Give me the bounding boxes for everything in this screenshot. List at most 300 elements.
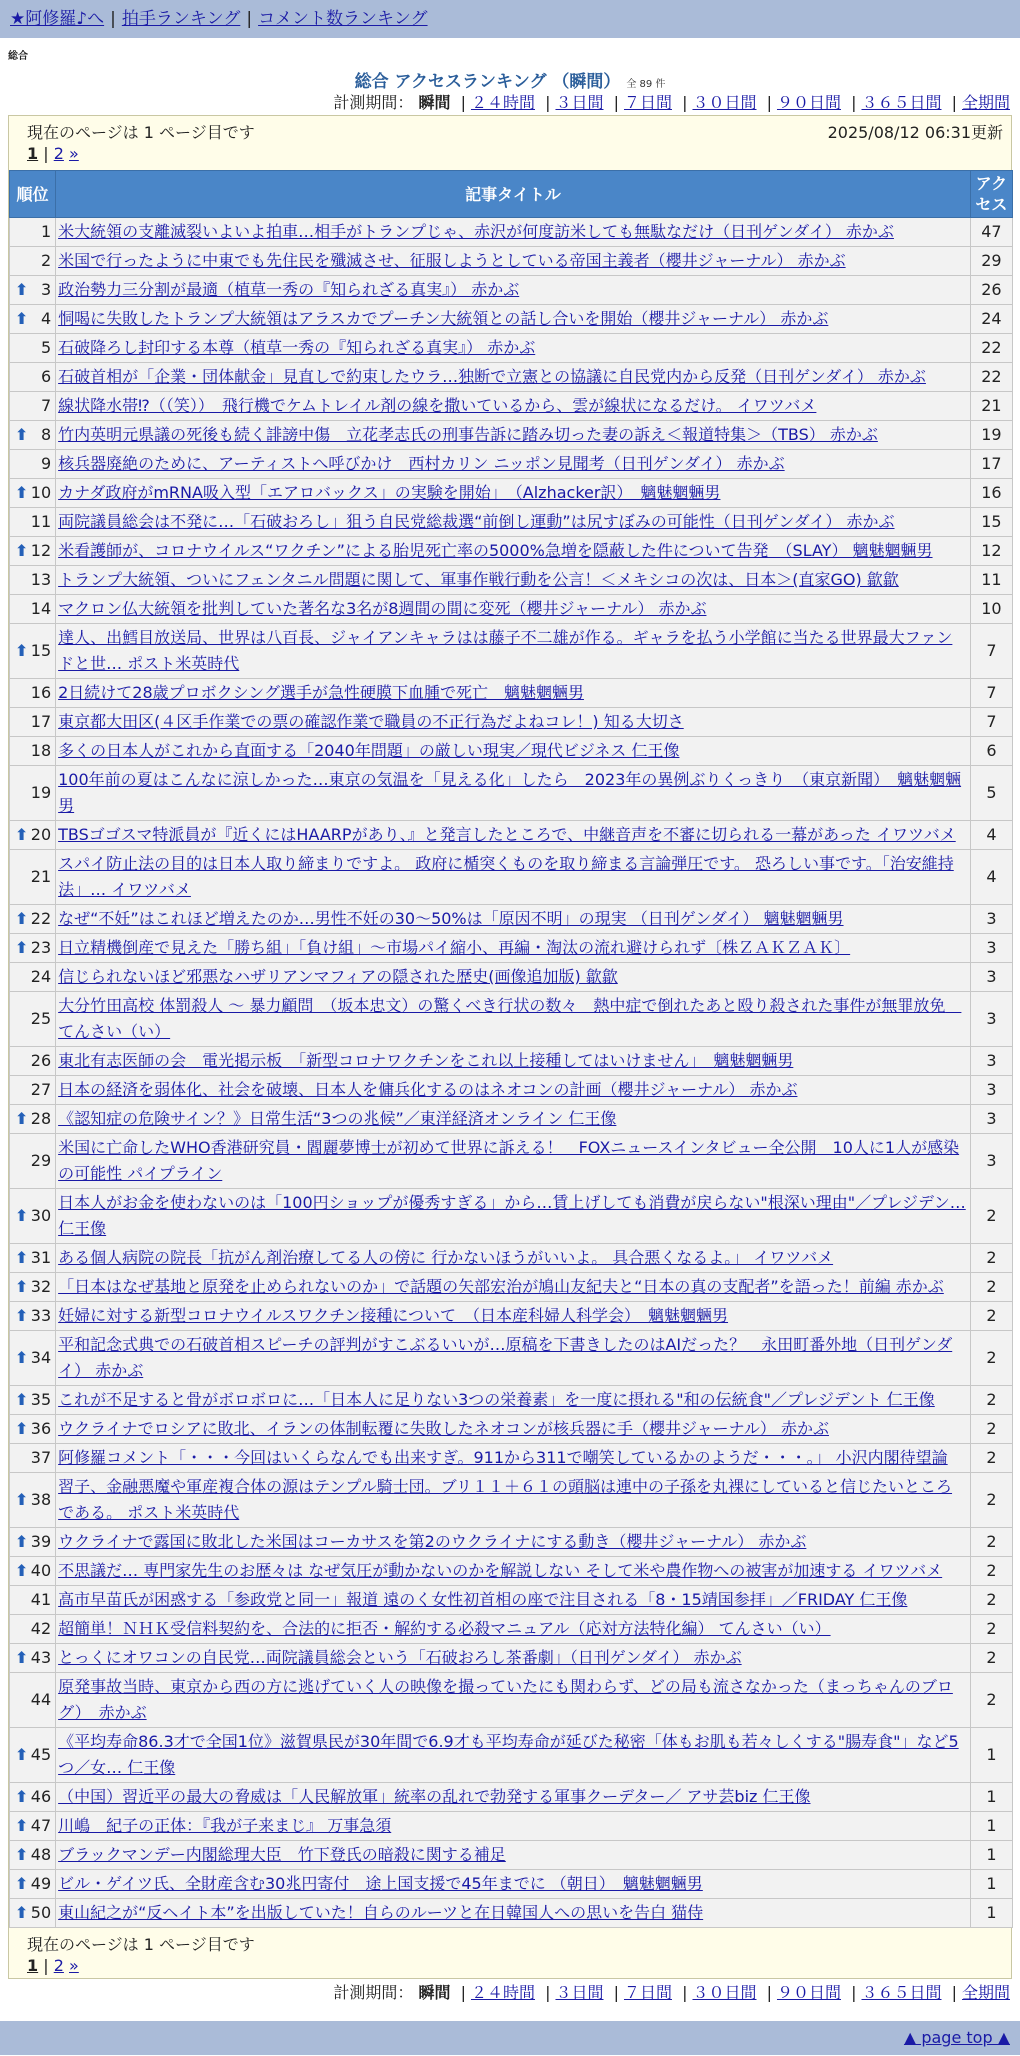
- table-row: [10, 624, 1013, 679]
- access-count: 4: [970, 850, 1012, 905]
- title-cell: [56, 450, 971, 479]
- table-row: [10, 247, 1013, 276]
- rank-number: 32: [30, 1277, 52, 1296]
- period-3d-link[interactable]: ３日間: [555, 1983, 604, 2002]
- rank-number: 1: [40, 222, 52, 241]
- article-link[interactable]: 石破降ろし封印する本尊（植草一秀の『知られざる真実』） 赤かぶ: [58, 338, 536, 357]
- title-cell: [56, 905, 971, 934]
- article-link[interactable]: 米国に亡命したWHO香港研究員・閻麗夢博士が初めて世界に訴える！ FOXニュースインタビュー全公開 10人に1人が感染の可能性 パイプライン: [58, 1138, 960, 1183]
- article-link[interactable]: ある個人病院の院長「抗がん剤治療してる人の傍に 行かないほうがいいよ。 具合悪くなるよ。」 イワツバメ: [58, 1248, 834, 1267]
- period-30d-link[interactable]: ３０日間: [692, 93, 757, 112]
- article-link[interactable]: 《認知症の危険サイン？》日常生活“3つの兆候”／東洋経済オンライン 仁王像: [58, 1109, 617, 1128]
- rank-cell: [10, 1870, 56, 1899]
- title-cell: [56, 276, 971, 305]
- rank-number: 36: [30, 1419, 52, 1438]
- article-link[interactable]: なぜ“不妊”はこれほど増えたのか…男性不妊の30～50%は「原因不明」の現実 （日刊ゲンダイ） 魑魅魍魎男: [58, 909, 844, 928]
- title-cell: [56, 934, 971, 963]
- article-link[interactable]: 恫喝に失敗したトランプ大統領はアラスカでプーチン大統領との話し合いを開始（櫻井ジャーナル） 赤かぶ: [58, 309, 829, 328]
- table-row: [10, 1473, 1013, 1528]
- page-info-bottom: [9, 1928, 1011, 1978]
- nav-separator: |: [246, 9, 253, 29]
- table-row: [10, 1076, 1013, 1105]
- table-row: [10, 1812, 1013, 1841]
- article-link[interactable]: 核兵器廃絶のために、アーティストへ呼びかけ 西村カリン ニッポン見聞考（日刊ゲンダイ） 赤かぶ: [58, 454, 785, 473]
- table-row: [10, 766, 1013, 821]
- rank-number: 10: [30, 483, 52, 502]
- article-link[interactable]: とっくにオワコンの自民党…両院議員総会という「石破おろし茶番劇」（日刊ゲンダイ） 赤かぶ: [58, 1648, 742, 1667]
- title-cell: [56, 1331, 971, 1386]
- access-count: 2: [970, 1444, 1012, 1473]
- rank-cell: [10, 737, 56, 766]
- title-cell: [56, 1673, 971, 1728]
- article-link[interactable]: 妊婦に対する新型コロナウイルスワクチン接種について （日本産科婦人科学会） 魑魅魍魎男: [58, 1306, 729, 1325]
- title-cell: [56, 850, 971, 905]
- article-link[interactable]: 不思議だ… 専門家先生のお歴々は なぜ気圧が動かないのかを解説しない そして米や農作物への被害が加速する イワツバメ: [58, 1561, 943, 1580]
- article-link[interactable]: 米国で行ったように中東でも先住民を殲滅させ、征服しようとしている帝国主義者（櫻井ジャーナル） 赤かぶ: [58, 251, 846, 270]
- page-1-current: 1: [27, 1956, 39, 1975]
- access-count: 1: [970, 1841, 1012, 1870]
- rank-number: 16: [30, 683, 52, 702]
- table-row: [10, 708, 1013, 737]
- rank-number: 41: [30, 1590, 52, 1609]
- arrow-up-icon: ⬆: [15, 309, 29, 328]
- rank-number: 39: [30, 1532, 52, 1551]
- article-link[interactable]: TBSゴゴスマ特派員が『近くにはHAARPがあり、』と発言したところで、中継音声を不審に切られる一幕があった イワツバメ: [58, 825, 956, 844]
- period-current: 瞬間: [418, 1983, 451, 2002]
- table-row: [10, 905, 1013, 934]
- title-cell: [56, 1386, 971, 1415]
- title-cell: [56, 334, 971, 363]
- rank-cell: [10, 1841, 56, 1870]
- rank-cell: [10, 450, 56, 479]
- table-row: [10, 1047, 1013, 1076]
- period-selector-bottom: 計測期間： 瞬間 | ２４時間 | ３日間 | ７日間 | ３０日間 | ９０日間 | ３６５日間 | 全期間: [333, 1983, 1010, 2002]
- rank-number: 22: [30, 909, 52, 928]
- table-row: [10, 1673, 1013, 1728]
- rank-cell: [10, 1302, 56, 1331]
- access-count: 3: [970, 1076, 1012, 1105]
- period-30d-link[interactable]: ３０日間: [692, 1983, 757, 2002]
- title-cell: [56, 1899, 971, 1928]
- article-link[interactable]: 阿修羅コメント「・・・今回はいくらなんでも出来すぎ。911から311で嘲笑しているかのようだ・・・。」 小沢内閣待望論: [58, 1448, 948, 1467]
- rank-number: 6: [40, 367, 52, 386]
- article-link[interactable]: 日立精機倒産で見えた「勝ち組」「負け組」～市場パイ縮小、再編・淘汰の流れ避けられず〔株ＺＡＫＺＡＫ〕: [58, 938, 851, 957]
- rank-number: 20: [30, 825, 52, 844]
- rank-cell: [10, 766, 56, 821]
- period-365d-link[interactable]: ３６５日間: [861, 93, 942, 112]
- table-row: [10, 992, 1013, 1047]
- access-count: 3: [970, 934, 1012, 963]
- arrow-up-icon: ⬆: [15, 1419, 29, 1438]
- access-count: 10: [970, 595, 1012, 624]
- access-count: 22: [970, 363, 1012, 392]
- table-row: [10, 1644, 1013, 1673]
- item-count: 全 89 件: [626, 79, 666, 90]
- rank-number: 37: [30, 1448, 52, 1467]
- table-row: [10, 1386, 1013, 1415]
- title-cell: [56, 1076, 971, 1105]
- access-column-header: アクセス: [970, 171, 1012, 218]
- table-row: [10, 1586, 1013, 1615]
- arrow-up-icon: ⬆: [15, 1816, 29, 1835]
- rank-cell: [10, 624, 56, 679]
- table-row: [10, 218, 1013, 247]
- access-count: 2: [970, 1586, 1012, 1615]
- rank-number: 24: [30, 967, 52, 986]
- article-link[interactable]: 《平均寿命86.3才で全国1位》滋賀県民が30年間で6.9才も平均寿命が延びた秘密「体もお肌も若々しくする"腸寿食"」など5つ／女… 仁王像: [58, 1732, 959, 1777]
- updated-timestamp: 2025/08/12 06:31更新: [827, 123, 1003, 142]
- arrow-up-icon: ⬆: [15, 1787, 29, 1806]
- article-link[interactable]: 多くの日本人がこれから直面する「2040年問題」の厳しい現実／現代ビジネス 仁王像: [58, 741, 680, 760]
- pagination: [27, 144, 79, 163]
- article-link[interactable]: ブラックマンデー内閣総理大臣 竹下登氏の暗殺に関する補足: [58, 1845, 506, 1864]
- table-row: [10, 1302, 1013, 1331]
- rank-number: 4: [40, 309, 52, 328]
- rank-cell: [10, 1105, 56, 1134]
- rank-number: 26: [30, 1051, 52, 1070]
- period-90d-link[interactable]: ９０日間: [776, 1983, 841, 2002]
- rank-cell: [10, 1134, 56, 1189]
- rank-number: 21: [30, 867, 52, 886]
- rank-number: 12: [30, 541, 52, 560]
- title-cell: [56, 1302, 971, 1331]
- period-90d-link[interactable]: ９０日間: [776, 93, 841, 112]
- access-count: 1: [970, 1728, 1012, 1783]
- access-count: 2: [970, 1473, 1012, 1528]
- next-page-link[interactable]: »: [69, 144, 79, 163]
- rank-cell: [10, 537, 56, 566]
- rank-cell: [10, 1528, 56, 1557]
- article-link[interactable]: 習子、金融悪魔や軍産複合体の源はテンプル騎士団。ブリ１１＋６１の頭脳は連中の子孫を丸裸にしていると信じたいところである。 ポスト米英時代: [58, 1477, 953, 1522]
- table-row: [10, 566, 1013, 595]
- rank-cell: [10, 247, 56, 276]
- arrow-up-icon: ⬆: [15, 1348, 29, 1367]
- rank-number: 49: [30, 1874, 52, 1893]
- table-header-row: [10, 171, 1013, 218]
- arrow-up-icon: ⬆: [15, 1532, 29, 1551]
- rank-number: 7: [40, 396, 52, 415]
- rank-number: 48: [30, 1845, 52, 1864]
- arrow-up-icon: ⬆: [15, 1206, 29, 1225]
- pagination: [27, 1956, 79, 1975]
- access-count: 4: [970, 821, 1012, 850]
- article-link[interactable]: 米看護師が、コロナウイルス“ワクチン”による胎児死亡率の5000%急増を隠蔽した件について告発 （SLAY） 魑魅魍魎男: [58, 541, 933, 560]
- access-count: 2: [970, 1644, 1012, 1673]
- page-title: [0, 67, 1020, 91]
- breadcrumb: 総合: [8, 51, 28, 62]
- rank-cell: [10, 1615, 56, 1644]
- title-column-header: 記事タイトル: [56, 171, 971, 218]
- period-24h-link[interactable]: ２４時間: [470, 93, 535, 112]
- rank-number: 34: [30, 1348, 52, 1367]
- rank-number: 35: [30, 1390, 52, 1409]
- table-row: [10, 595, 1013, 624]
- title-cell: [56, 1528, 971, 1557]
- arrow-up-icon: ⬆: [15, 1648, 29, 1667]
- access-count: 3: [970, 1134, 1012, 1189]
- rank-cell: [10, 905, 56, 934]
- access-count: 7: [970, 708, 1012, 737]
- arrow-up-icon: ⬆: [15, 1306, 29, 1325]
- rank-number: 2: [40, 251, 52, 270]
- title-cell: [56, 363, 971, 392]
- title-cell: [56, 992, 971, 1047]
- title-cell: [56, 1189, 971, 1244]
- article-link[interactable]: 両院議員総会は不発に…「石破おろし」狙う自民党総裁選“前倒し運動”は尻すぼみの可能性（日刊ゲンダイ） 赤かぶ: [58, 512, 895, 531]
- access-count: 5: [970, 766, 1012, 821]
- pager-separator: |: [43, 1956, 49, 1975]
- article-link[interactable]: ウクライナでロシアに敗北、イランの体制転覆に失敗したネオコンが核兵器に手（櫻井ジャーナル） 赤かぶ: [58, 1419, 829, 1438]
- access-count: 2: [970, 1557, 1012, 1586]
- title-cell: [56, 1473, 971, 1528]
- article-link[interactable]: 川嶋 紀子の正体：『我が子来まじ』 万事急須: [58, 1816, 392, 1835]
- bottom-bar: [0, 2021, 1020, 2055]
- rank-number: 46: [30, 1787, 52, 1806]
- rank-cell: [10, 363, 56, 392]
- rank-cell: [10, 392, 56, 421]
- article-link[interactable]: 日本の経済を弱体化、社会を破壊、日本人を傭兵化するのはネオコンの計画（櫻井ジャーナル） 赤かぶ: [58, 1080, 798, 1099]
- rank-cell: [10, 508, 56, 537]
- title-cell: [56, 218, 971, 247]
- page-info-top: [9, 116, 1011, 170]
- title-cell: [56, 737, 971, 766]
- rank-cell: [10, 566, 56, 595]
- article-link[interactable]: 達人、出鱈目放送局、世界は八百長、ジャイアンキャラはは藤子不二雄が作る。ギャラを払う小学館に当たる世界最大ファンドと世… ポスト米英時代: [58, 628, 953, 673]
- table-row: [10, 537, 1013, 566]
- rank-number: 17: [30, 712, 52, 731]
- period-7d-link[interactable]: ７日間: [623, 1983, 672, 2002]
- article-link[interactable]: （中国）習近平の最大の脅威は「人民解放軍」統率の乱れで勃発する軍事クーデター／ アサ芸biz 仁王像: [58, 1787, 811, 1806]
- period-label: 計測期間：: [333, 93, 414, 112]
- ranking-table: [9, 170, 1013, 1928]
- rank-number: 29: [30, 1151, 52, 1170]
- rank-cell: [10, 1473, 56, 1528]
- article-link[interactable]: マクロン仏大統領を批判していた著名な3名が8週間の間に変死（櫻井ジャーナル） 赤かぶ: [58, 599, 707, 618]
- access-count: 1: [970, 1870, 1012, 1899]
- home-link[interactable]: ★阿修羅♪へ: [10, 9, 105, 29]
- table-row: [10, 737, 1013, 766]
- arrow-up-icon: ⬆: [15, 1109, 29, 1128]
- arrow-up-icon: ⬆: [15, 909, 29, 928]
- rank-number: 28: [30, 1109, 52, 1128]
- access-count: 19: [970, 421, 1012, 450]
- arrow-up-icon: ⬆: [15, 483, 29, 502]
- access-count: 2: [970, 1615, 1012, 1644]
- access-count: 7: [970, 679, 1012, 708]
- page-2-link[interactable]: 2: [53, 1956, 64, 1975]
- access-count: 12: [970, 537, 1012, 566]
- rank-cell: [10, 1189, 56, 1244]
- period-7d-link[interactable]: ７日間: [623, 93, 672, 112]
- article-link[interactable]: 平和記念式典での石破首相スピーチの評判がすこぶるいいが…原稿を下書きしたのはAIだった？ 永田町番外地（日刊ゲンダイ） 赤かぶ: [58, 1335, 953, 1380]
- access-count: 29: [970, 247, 1012, 276]
- nav-separator: |: [110, 9, 116, 29]
- rank-number: 19: [30, 783, 52, 802]
- rank-number: 50: [30, 1903, 52, 1922]
- table-row: [10, 1273, 1013, 1302]
- article-link[interactable]: ウクライナで露国に敗北した米国はコーカサスを第2のウクライナにする動き（櫻井ジャーナル） 赤かぶ: [58, 1532, 807, 1551]
- period-24h-link[interactable]: ２４時間: [470, 1983, 535, 2002]
- rank-cell: [10, 1331, 56, 1386]
- period-3d-link[interactable]: ３日間: [555, 93, 604, 112]
- rank-cell: [10, 595, 56, 624]
- access-count: 2: [970, 1331, 1012, 1386]
- article-link[interactable]: 原発事故当時、東京から西の方に逃げていく人の映像を撮っていたにも関わらず、どの局も流さなかった（まっちゃんのブログ） 赤かぶ: [58, 1677, 953, 1722]
- rank-number: 44: [30, 1690, 52, 1709]
- article-link[interactable]: トランプ大統領、ついにフェンタニル問題に関して、軍事作戦行動を公言！＜メキシコの次は、日本＞(直家GO) 歙歙: [58, 570, 899, 589]
- access-count: 3: [970, 1105, 1012, 1134]
- applause-ranking-link[interactable]: 拍手ランキング: [121, 9, 241, 29]
- title-cell: [56, 1644, 971, 1673]
- access-count: 24: [970, 305, 1012, 334]
- rank-number: 3: [40, 280, 52, 299]
- page-title-text: 総合 アクセスランキング （瞬間）: [354, 72, 621, 92]
- arrow-up-icon: ⬆: [15, 1390, 29, 1409]
- title-cell: [56, 1557, 971, 1586]
- rank-number: 5: [40, 338, 52, 357]
- access-count: 1: [970, 1812, 1012, 1841]
- table-row: [10, 1615, 1013, 1644]
- article-link[interactable]: 米大統領の支離滅裂いよいよ拍車…相手がトランプじゃ、赤沢が何度訪米しても無駄なだけ（日刊ゲンダイ） 赤かぶ: [58, 222, 894, 241]
- table-row: [10, 1105, 1013, 1134]
- article-link[interactable]: カナダ政府がmRNA吸入型「エアロバックス」の実験を開始」 （Alzhacker訳） 魑魅魍魎男: [58, 483, 721, 502]
- title-cell: [56, 708, 971, 737]
- rank-number: 23: [30, 938, 52, 957]
- article-link[interactable]: 超簡単！ＮＨＫ受信料契約を、合法的に拒否・解約する必殺マニュアル（応対方法特化編） てんさい（い）: [58, 1619, 831, 1638]
- rank-cell: [10, 934, 56, 963]
- article-link[interactable]: 2日続けて28歳プロボクシング選手が急性硬膜下血腫で死亡 魑魅魍魎男: [58, 683, 584, 702]
- title-cell: [56, 566, 971, 595]
- arrow-up-icon: ⬆: [15, 425, 29, 444]
- title-cell: [56, 1870, 971, 1899]
- article-link[interactable]: 信じられないほど邪悪なハザリアンマフィアの隠された歴史(画像追加版) 歙歙: [58, 967, 618, 986]
- article-link[interactable]: 高市早苗氏が困惑する「参政党と同一」報道 遠のく女性初首相の座で注目される「8・15靖国参拝」／FRIDAY 仁王像: [58, 1590, 908, 1609]
- rank-number: 14: [30, 599, 52, 618]
- arrow-up-icon: ⬆: [15, 1561, 29, 1580]
- title-cell: [56, 479, 971, 508]
- rank-number: 11: [30, 512, 52, 531]
- table-row: [10, 963, 1013, 992]
- access-count: 26: [970, 276, 1012, 305]
- access-count: 2: [970, 1189, 1012, 1244]
- title-cell: [56, 537, 971, 566]
- title-cell: [56, 1783, 971, 1812]
- table-row: [10, 934, 1013, 963]
- rank-column-header: 順位: [10, 171, 56, 218]
- title-cell: [56, 1134, 971, 1189]
- table-row: [10, 1899, 1013, 1928]
- table-row: [10, 1134, 1013, 1189]
- article-link[interactable]: 東山紀之が“反ヘイト本”を出版していた！自らのルーツと在日韓国人への思いを告白 猫侍: [58, 1903, 704, 1922]
- article-link[interactable]: 日本人がお金を使わないのは「100円ショップが優秀すぎる」から…賃上げしても消費が戻らない"根深い理由"／プレジデン… 仁王像: [58, 1193, 966, 1238]
- period-365d-link[interactable]: ３６５日間: [861, 1983, 942, 2002]
- rank-number: 40: [30, 1561, 52, 1580]
- access-count: 3: [970, 963, 1012, 992]
- period-all-link[interactable]: 全期間: [961, 1983, 1010, 2002]
- period-current: 瞬間: [418, 93, 451, 112]
- access-count: 2: [970, 1415, 1012, 1444]
- rank-cell: [10, 276, 56, 305]
- arrow-up-icon: ⬆: [15, 641, 29, 660]
- article-link[interactable]: 東京都大田区(４区手作業での票の確認作業で職員の不正行為だよねコレ！) 知る大切さ: [58, 712, 684, 731]
- rank-cell: [10, 992, 56, 1047]
- rank-number: 18: [30, 741, 52, 760]
- table-row: [10, 1870, 1013, 1899]
- article-link[interactable]: 東北有志医師の会 電光掲示板 「新型コロナワクチンをこれ以上接種してはいけません」 魑魅魍魎男: [58, 1051, 794, 1070]
- article-link[interactable]: ビル・ゲイツ氏、全財産含む30兆円寄付 途上国支援で45年までに （朝日） 魑魅魍魎男: [58, 1874, 703, 1893]
- rank-number: 25: [30, 1009, 52, 1028]
- table-row: [10, 450, 1013, 479]
- rank-cell: [10, 1586, 56, 1615]
- article-link[interactable]: 大分竹田高校 体罰殺人 ～ 暴力顧問 （坂本忠文）の驚くべき行状の数々 熱中症で倒れたあと殴り殺された事件が無罪放免 てんさい（い）: [58, 996, 962, 1041]
- access-count: 2: [970, 1244, 1012, 1273]
- table-row: [10, 1415, 1013, 1444]
- rank-cell: [10, 1076, 56, 1105]
- access-count: 21: [970, 392, 1012, 421]
- article-link[interactable]: 線状降水帯⁉（（笑）） 飛行機でケムトレイル剤の線を撒いているから、雲が線状になるだけ。 イワツバメ: [58, 396, 817, 415]
- table-row: [10, 821, 1013, 850]
- article-link[interactable]: 「日本はなぜ基地と原発を止められないのか」で話題の矢部宏治が鳩山友紀夫と“日本の真の支配者”を語った！前編 赤かぶ: [58, 1277, 944, 1296]
- article-link[interactable]: スパイ防止法の目的は日本人取り締まりですよ。 政府に楯突くものを取り締まる言論弾圧です。 恐ろしい事です。「治安維持法」… イワツバメ: [58, 854, 954, 899]
- arrow-up-icon: ⬆: [15, 280, 29, 299]
- pager-separator: |: [43, 144, 49, 163]
- rank-cell: [10, 1244, 56, 1273]
- table-row: [10, 1557, 1013, 1586]
- access-count: 17: [970, 450, 1012, 479]
- table-row: [10, 363, 1013, 392]
- article-link[interactable]: 100年前の夏はこんなに涼しかった…東京の気温を「見える化」したら 2023年の異例ぶりくっきり （東京新聞） 魑魅魍魎男: [58, 770, 962, 815]
- rank-cell: [10, 334, 56, 363]
- rank-number: 8: [40, 425, 52, 444]
- table-row: [10, 850, 1013, 905]
- title-cell: [56, 1615, 971, 1644]
- rank-number: 27: [30, 1080, 52, 1099]
- title-cell: [56, 595, 971, 624]
- period-all-link[interactable]: 全期間: [961, 93, 1010, 112]
- next-page-link[interactable]: »: [69, 1956, 79, 1975]
- rank-cell: [10, 1899, 56, 1928]
- article-link[interactable]: 石破首相が「企業・団体献金」見直しで約束したウラ…独断で立憲との協議に自民党内から反発（日刊ゲンダイ） 赤かぶ: [58, 367, 926, 386]
- rank-number: 33: [30, 1306, 52, 1325]
- access-count: 22: [970, 334, 1012, 363]
- article-link[interactable]: これが不足すると骨がボロボロに…「日本人に足りない3つの栄養素」を一度に摂れる"和の伝統食"／プレジデント 仁王像: [58, 1390, 935, 1409]
- table-row: [10, 421, 1013, 450]
- rank-number: 15: [30, 641, 52, 660]
- rank-cell: [10, 218, 56, 247]
- rank-cell: [10, 1415, 56, 1444]
- access-count: 7: [970, 624, 1012, 679]
- table-row: [10, 1189, 1013, 1244]
- page-2-link[interactable]: 2: [53, 144, 64, 163]
- table-row: [10, 1728, 1013, 1783]
- title-cell: [56, 963, 971, 992]
- arrow-up-icon: ⬆: [15, 1277, 29, 1296]
- access-count: 3: [970, 905, 1012, 934]
- access-count: 1: [970, 1899, 1012, 1928]
- title-cell: [56, 624, 971, 679]
- article-link[interactable]: 竹内英明元県議の死後も続く誹謗中傷 立花孝志氏の刑事告訴に踏み切った妻の訴え＜報道特集＞（TBS） 赤かぶ: [58, 425, 878, 444]
- comment-ranking-link[interactable]: コメント数ランキング: [258, 9, 428, 29]
- page-top-link[interactable]: ▲ page top ▲: [903, 2028, 1010, 2047]
- table-row: [10, 1444, 1013, 1473]
- access-count: 2: [970, 1673, 1012, 1728]
- table-row: [10, 1841, 1013, 1870]
- rank-cell: [10, 1386, 56, 1415]
- title-cell: [56, 1047, 971, 1076]
- article-link[interactable]: 政治勢力三分割が最適（植草一秀の『知られざる真実』） 赤かぶ: [58, 280, 520, 299]
- period-selector-top: 計測期間： 瞬間 | ２４時間 | ３日間 | ７日間 | ３０日間 | ９０日間 | ３６５日間 | 全期間: [333, 93, 1010, 112]
- title-cell: [56, 1244, 971, 1273]
